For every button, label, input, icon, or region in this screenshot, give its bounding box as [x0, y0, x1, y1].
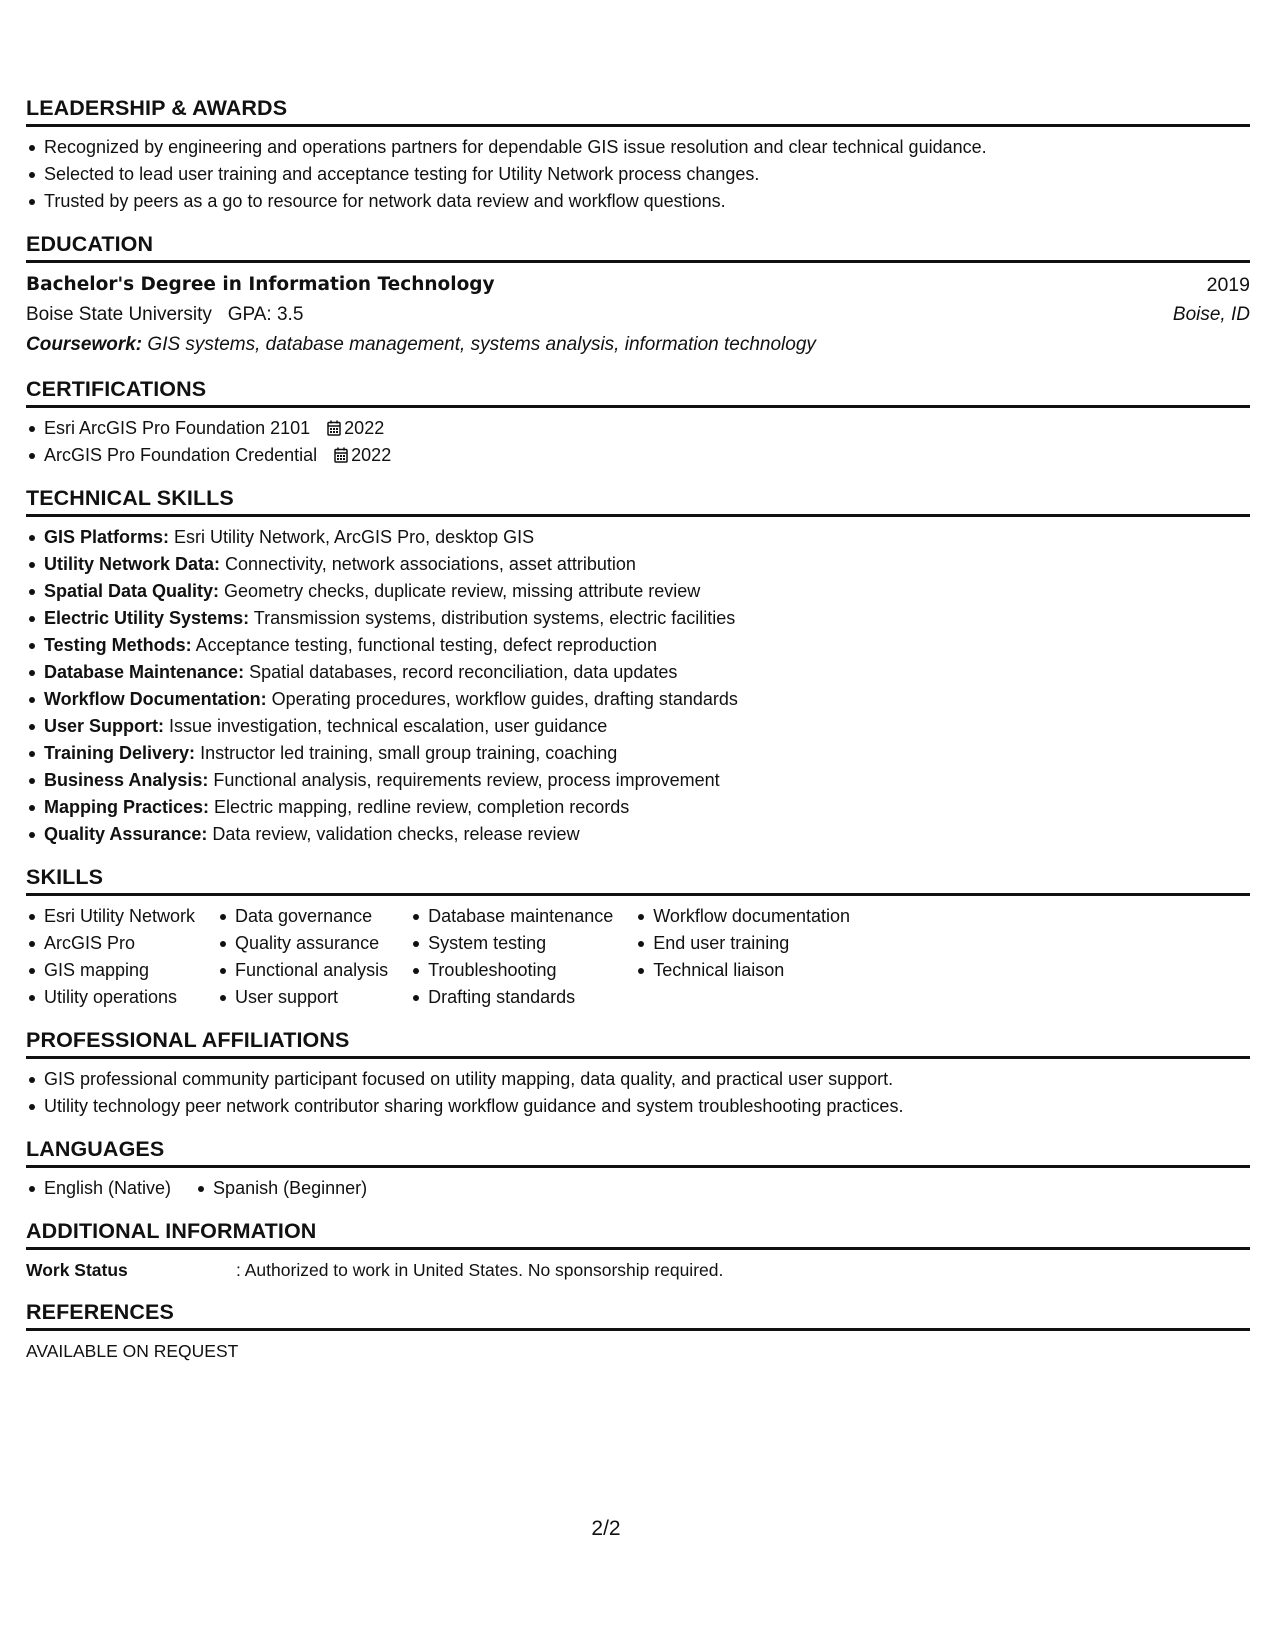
- coursework-label: Coursework:: [26, 334, 143, 355]
- additional-info-section: [26, 1218, 1250, 1283]
- skill-label: Training Delivery:: [44, 743, 196, 763]
- list-item: [26, 415, 1250, 442]
- affiliations-list: [26, 1066, 1250, 1120]
- skill-label: Quality Assurance:: [44, 824, 208, 844]
- skills-grid: [26, 903, 1250, 1011]
- list-item: [26, 713, 1250, 740]
- work-status-value: : Authorized to work in United States. No sponsorship required.: [236, 1260, 724, 1280]
- list-item: GIS professional community participant focused on utility mapping, data quality, and practical user support.: [26, 1066, 1250, 1093]
- page-number: 2/2: [591, 1517, 621, 1540]
- skill-text: Connectivity, network associations, asset attribution: [220, 554, 636, 574]
- certification-name: ArcGIS Pro Foundation Credential: [44, 445, 318, 465]
- leadership-section: [26, 95, 1250, 215]
- graduation-year: 2019: [1206, 274, 1250, 296]
- calendar-icon: [334, 447, 348, 463]
- references-text: AVAILABLE ON REQUEST: [26, 1341, 239, 1361]
- skill-label: Utility Network Data:: [44, 554, 221, 574]
- list-item: User support: [217, 984, 388, 1011]
- gpa: GPA: 3.5: [227, 304, 304, 325]
- skill-label: Business Analysis:: [44, 770, 209, 790]
- list-item: Quality assurance: [217, 930, 388, 957]
- work-status-label: Work Status: [26, 1260, 128, 1280]
- list-item: GIS mapping: [26, 957, 195, 984]
- skill-text: Transmission systems, distribution systems, electric facilities: [249, 608, 736, 628]
- section-title-languages: LANGUAGES: [26, 1136, 1250, 1168]
- skill-label: Testing Methods:: [44, 635, 192, 655]
- list-item: Spanish (Beginner): [195, 1175, 367, 1202]
- skill-text: Instructor led training, small group training, coaching: [195, 743, 618, 763]
- list-item: [26, 442, 1250, 469]
- list-item: English (Native): [26, 1175, 171, 1202]
- languages-list: [26, 1175, 1250, 1202]
- degree: Bachelor's Degree in Information Technology: [26, 274, 495, 295]
- skill-label: Database Maintenance:: [44, 662, 245, 682]
- education-degree-row: [26, 270, 1250, 300]
- list-item: Data governance: [217, 903, 388, 930]
- school-location: Boise, ID: [1172, 304, 1250, 325]
- section-title-certifications: CERTIFICATIONS: [26, 376, 1250, 408]
- technical-skills-section: [26, 485, 1250, 848]
- coursework-text: GIS systems, database management, systems analysis, information technology: [142, 334, 816, 355]
- skill-label: Spatial Data Quality:: [44, 581, 220, 601]
- list-item: Functional analysis: [217, 957, 388, 984]
- list-item: Trusted by peers as a go to resource for network data review and workflow questions.: [26, 188, 1250, 215]
- list-item: [26, 524, 1250, 551]
- section-title-affiliations: PROFESSIONAL AFFILIATIONS: [26, 1027, 1250, 1059]
- skills-section: [26, 864, 1250, 1011]
- section-title-additional-info: ADDITIONAL INFORMATION: [26, 1218, 1250, 1250]
- list-item: Utility operations: [26, 984, 195, 1011]
- certification-name: Esri ArcGIS Pro Foundation 2101: [44, 418, 311, 438]
- section-title-leadership: LEADERSHIP & AWARDS: [26, 95, 1250, 127]
- list-item: Recognized by engineering and operations partners for dependable GIS issue resolution and clear technical guidance.: [26, 134, 1250, 161]
- section-title-education: EDUCATION: [26, 231, 1250, 263]
- certifications-list: [26, 415, 1250, 469]
- skill-text: Esri Utility Network, ArcGIS Pro, desktop GIS: [169, 527, 535, 547]
- list-item: Technical liaison: [635, 957, 850, 984]
- list-item: Troubleshooting: [410, 957, 613, 984]
- school-name: Boise State University: [26, 304, 212, 325]
- affiliations-section: [26, 1027, 1250, 1120]
- skills-column: [26, 903, 195, 1011]
- skill-text: Functional analysis, requirements review, process improvement: [208, 770, 720, 790]
- skill-text: Data review, validation checks, release review: [207, 824, 580, 844]
- skill-label: User Support:: [44, 716, 165, 736]
- list-item: End user training: [635, 930, 850, 957]
- list-item: Workflow documentation: [635, 903, 850, 930]
- technical-skills-list: [26, 524, 1250, 848]
- list-item: Esri Utility Network: [26, 903, 195, 930]
- list-item: ArcGIS Pro: [26, 930, 195, 957]
- skill-text: Spatial databases, record reconciliation, data updates: [244, 662, 678, 682]
- coursework-row: [26, 330, 1250, 360]
- certification-year: 2022: [344, 418, 385, 438]
- skill-label: GIS Platforms:: [44, 527, 170, 547]
- skills-column: [410, 903, 613, 1011]
- skill-text: Geometry checks, duplicate review, missing attribute review: [219, 581, 701, 601]
- section-title-technical-skills: TECHNICAL SKILLS: [26, 485, 1250, 517]
- skill-text: Acceptance testing, functional testing, defect reproduction: [191, 635, 657, 655]
- list-item: [26, 551, 1250, 578]
- list-item: [26, 605, 1250, 632]
- section-title-skills: SKILLS: [26, 864, 1250, 896]
- list-item: [26, 578, 1250, 605]
- skill-label: Electric Utility Systems:: [44, 608, 250, 628]
- skill-text: Issue investigation, technical escalation, user guidance: [164, 716, 608, 736]
- list-item: Database maintenance: [410, 903, 613, 930]
- list-item: [26, 821, 1250, 848]
- list-item: [26, 632, 1250, 659]
- list-item: [26, 686, 1250, 713]
- section-title-references: REFERENCES: [26, 1299, 1250, 1331]
- resume-page: [26, 95, 1250, 1380]
- list-item: Drafting standards: [410, 984, 613, 1011]
- list-item: Utility technology peer network contributor sharing workflow guidance and system troubleshooting practices.: [26, 1093, 1250, 1120]
- education-section: [26, 231, 1250, 360]
- leadership-list: [26, 134, 1250, 215]
- list-item: [26, 767, 1250, 794]
- skill-label: Mapping Practices:: [44, 797, 210, 817]
- skill-text: Electric mapping, redline review, completion records: [209, 797, 630, 817]
- work-status-row: [26, 1257, 1250, 1283]
- languages-section: [26, 1136, 1250, 1202]
- skills-column: [635, 903, 850, 1011]
- education-school-row: [26, 300, 1250, 330]
- skills-column: [217, 903, 388, 1011]
- list-item: Selected to lead user training and acceptance testing for Utility Network process changes.: [26, 161, 1250, 188]
- calendar-icon: [327, 420, 341, 436]
- skill-label: Workflow Documentation:: [44, 689, 267, 709]
- references-section: [26, 1299, 1250, 1364]
- list-item: [26, 794, 1250, 821]
- list-item: [26, 659, 1250, 686]
- list-item: [26, 740, 1250, 767]
- list-item: System testing: [410, 930, 613, 957]
- certification-year: 2022: [351, 445, 392, 465]
- skill-text: Operating procedures, workflow guides, drafting standards: [266, 689, 738, 709]
- certifications-section: [26, 376, 1250, 469]
